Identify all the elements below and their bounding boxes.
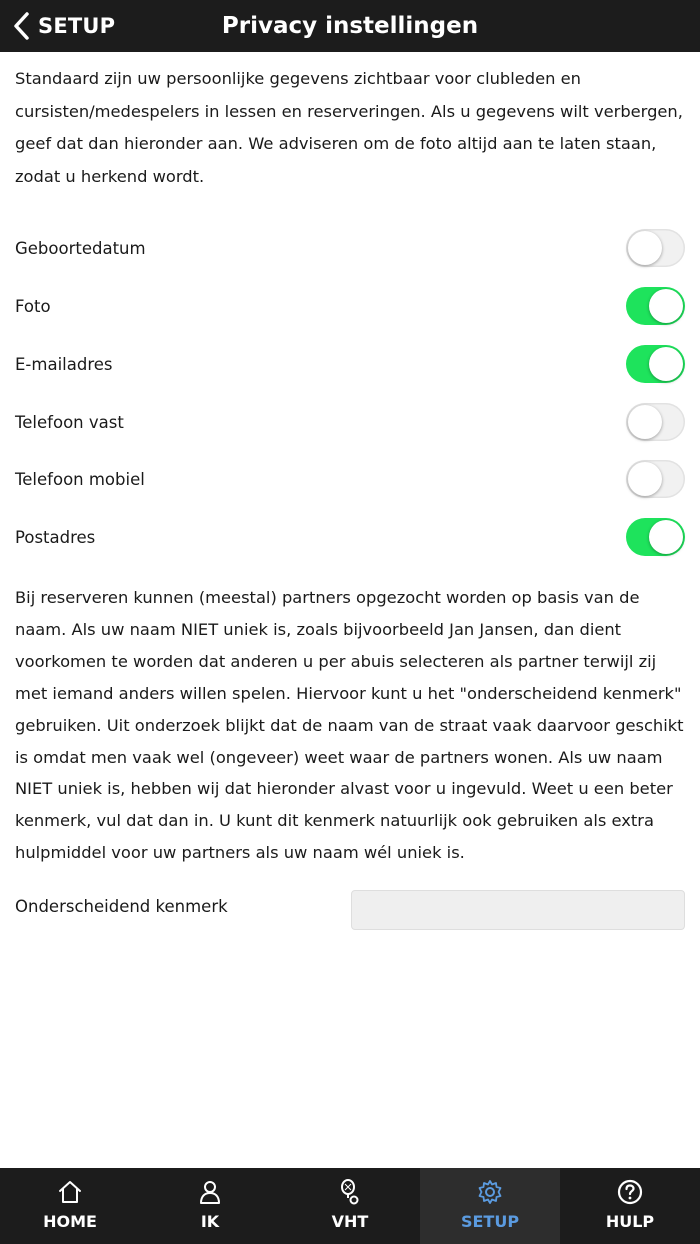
telefoon-vast-toggle[interactable] — [626, 403, 685, 441]
tab-label: HOME — [43, 1212, 97, 1231]
toggle-knob — [649, 520, 683, 554]
setting-label: Foto — [15, 296, 51, 316]
chevron-left-icon — [10, 11, 34, 41]
postadres-toggle[interactable] — [626, 518, 685, 556]
intro-text: Standaard zijn uw persoonlijke gegevens zichtbaar voor clubleden en cursisten/medespelers in lessen en reserveringen. Als u gegevens wilt verbergen, geef dat dan hieronder aan. We adviseren om de foto altijd aan te laten staan, zodat u herkend wordt. — [15, 69, 683, 186]
tab-label: HULP — [605, 1212, 655, 1231]
tennis-racket-icon — [336, 1178, 364, 1206]
emailadres-toggle[interactable] — [626, 345, 685, 383]
tab-vht[interactable] — [280, 1168, 420, 1244]
tab-label: VHT — [331, 1212, 369, 1231]
setting-row-geboortedatum — [0, 227, 700, 269]
telefoon-mobiel-toggle[interactable] — [626, 460, 685, 498]
setting-row-telefoon-vast — [0, 401, 700, 443]
setting-row-emailadres — [0, 343, 700, 385]
home-icon — [56, 1178, 84, 1206]
setting-label: Telefoon mobiel — [15, 469, 145, 489]
toggle-knob — [649, 289, 683, 323]
tab-bar — [0, 1168, 700, 1244]
toggle-knob — [628, 405, 662, 439]
header-bar — [0, 0, 700, 52]
setting-row-postadres — [0, 516, 700, 558]
tab-label: SETUP — [460, 1212, 520, 1231]
tab-label: IK — [200, 1212, 220, 1231]
back-button[interactable] — [10, 8, 115, 44]
setting-label: Postadres — [15, 527, 96, 547]
setting-label: E-mailadres — [15, 354, 113, 374]
help-icon — [616, 1178, 644, 1206]
back-label: SETUP — [38, 14, 116, 38]
setting-label: Telefoon vast — [15, 412, 124, 432]
tab-home[interactable] — [0, 1168, 140, 1244]
setting-row-telefoon-mobiel — [0, 458, 700, 500]
page-title: Privacy instellingen — [221, 13, 479, 39]
gear-icon — [476, 1178, 504, 1206]
setting-label: Geboortedatum — [15, 238, 146, 258]
toggle-knob — [649, 347, 683, 381]
setting-row-foto — [0, 285, 700, 327]
tab-hulp[interactable] — [560, 1168, 700, 1244]
toggle-knob — [628, 462, 662, 496]
foto-toggle[interactable] — [626, 287, 685, 325]
toggle-knob — [628, 231, 662, 265]
kenmerk-label: Onderscheidend kenmerk — [15, 897, 228, 916]
tab-ik[interactable] — [140, 1168, 280, 1244]
tab-setup[interactable] — [420, 1168, 560, 1244]
person-icon — [196, 1178, 224, 1206]
geboortedatum-toggle[interactable] — [626, 229, 685, 267]
info-paragraph: Bij reserveren kunnen (meestal) partners opgezocht worden op basis van de naam. Als uw naam NIET uniek is, zoals bijvoorbeeld Jan Jansen, dan dient voorkomen te worden dat anderen u per abuis selecteren als partner terwijl zij met iemand anders willen spelen. Hiervoor kunt u het "onderscheidend kenmerk" gebruiken. Uit onderzoek blijkt dat de naam van de straat vaak daarvoor geschikt is omdat men vaak wel (ongeveer) weet waar de partners wonen. Als uw naam NIET uniek is, hebben wij dat hieronder alvast voor u ingevuld. Weet u een beter kenmerk, vul dat dan in. U kunt dit kenmerk natuurlijk ook gebruiken als extra hulpmiddel voor uw partners als uw naam wél uniek is. — [15, 588, 684, 863]
kenmerk-input[interactable] — [351, 890, 685, 930]
